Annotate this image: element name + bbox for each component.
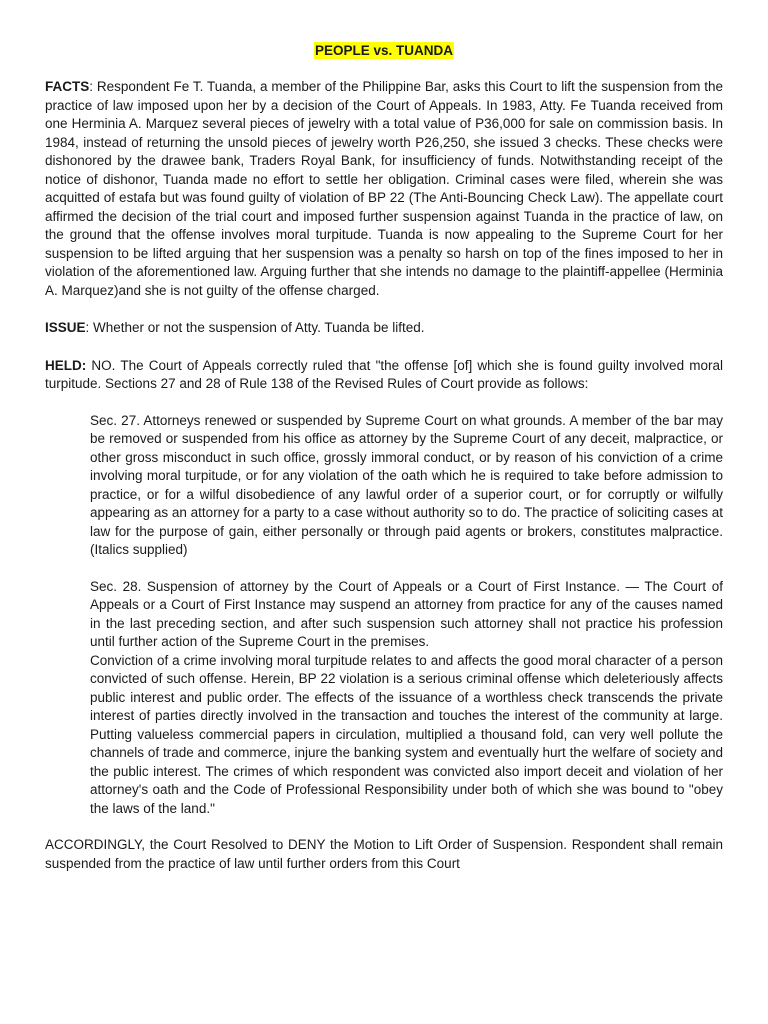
conviction-paragraph: Conviction of a crime involving moral turpitude relates to and affects the good moral character of a person convicted of such offense. Herein, BP 22 violation is a serious criminal offense which deleteriously affects public interest and public order. The effects of the issuance of a worthless check transcends the private interest of parties directly involved in the transaction and touches the interest of the community at large. Putting valueless commercial papers in circulation, multiplied a thousand fold, can very well pollute the channels of trade and commerce, injure the banking system and eventually hurt the welfare of society and the public interest. The crimes of which respondent was convicted also import deceit and violation of her attorney's oath and the Code of Professional Responsibility under both of which she was bound to "obey the laws of the land." <box>90 652 723 816</box>
issue-label: ISSUE <box>45 320 86 335</box>
title-wrap <box>45 42 723 60</box>
held-paragraph <box>45 357 723 394</box>
accordingly-paragraph: ACCORDINGLY, the Court Resolved to DENY the Motion to Lift Order of Suspension. Respondent shall remain suspended from the practice of law until further orders from this Court <box>45 837 723 871</box>
facts-label: FACTS <box>45 79 90 94</box>
sec28-quote: Sec. 28. Suspension of attorney by the Court of Appeals or a Court of First Instance. — The Court of Appeals or a Court of First Instance may suspend an attorney from practice for any of the causes named in the last preceding section, and after such suspension such attorney shall not practice his profession until further action of the Supreme Court in the premises. <box>90 578 723 649</box>
held-text: NO. The Court of Appeals correctly ruled that "the offense [of] which she is found guilty involved moral turpitude. Sections 27 and 28 of Rule 138 of the Revised Rules of Court provide as follows: <box>45 357 723 391</box>
page-title: PEOPLE vs. TUANDA <box>314 43 454 58</box>
sec27-quote: Sec. 27. Attorneys renewed or suspended by Supreme Court on what grounds. A member of the bar may be removed or suspended from his office as attorney by the Supreme Court of any deceit, malpractice, or other gross misconduct in such office, grossly immoral conduct, or by reason of his conviction of a crime involving moral turpitude, or for any violation of the oath which he is required to take before admission to practice, or for a wilful disobedience of any lawful order of a superior court, or for corruptly or wilfully appearing as an attorney for a party to a case without authority so to do. The practice of soliciting cases at law for the purpose of gain, either personally or through paid agents or brokers, constitutes malpractice. (Italics supplied) <box>90 412 723 557</box>
facts-text: : Respondent Fe T. Tuanda, a member of the Philippine Bar, asks this Court to lift the suspension from the practice of law imposed upon her by a decision of the Court of Appeals. In 1983, Atty. Fe Tuanda received from one Herminia A. Marquez several pieces of jewelry with a total value of P36,000 for sale on commission basis. In 1984, instead of returning the unsold pieces of jewelry worth P26,250, she issued 3 checks. These checks were dishonored by the drawee bank, Traders Royal Bank, for insufficiency of funds. Notwithstanding receipt of the notice of dishonor, Tuanda made no effort to settle her obligation. Criminal cases were filed, wherein she was acquitted of estafa but was found guilty of violation of BP 22 (The Anti-Bouncing Check Law). The appellate court affirmed the decision of the trial court and imposed further suspension against Tuanda in the practice of law, on the ground that the offense involves moral turpitude. Tuanda is now appealing to the Supreme Court for her suspension to be lifted arguing that her suspension was a penalty so harsh on top of the fines imposed to her in violation of the aforementioned law. Arguing further that she intends no damage to the plaintiff-appellee (Herminia A. Marquez)and she is not guilty of the offense charged. <box>45 79 723 298</box>
issue-paragraph <box>45 319 723 338</box>
held-label: HELD: <box>45 357 87 373</box>
facts-paragraph <box>45 78 723 300</box>
issue-text: : Whether or not the suspension of Atty. Tuanda be lifted. <box>85 320 425 335</box>
